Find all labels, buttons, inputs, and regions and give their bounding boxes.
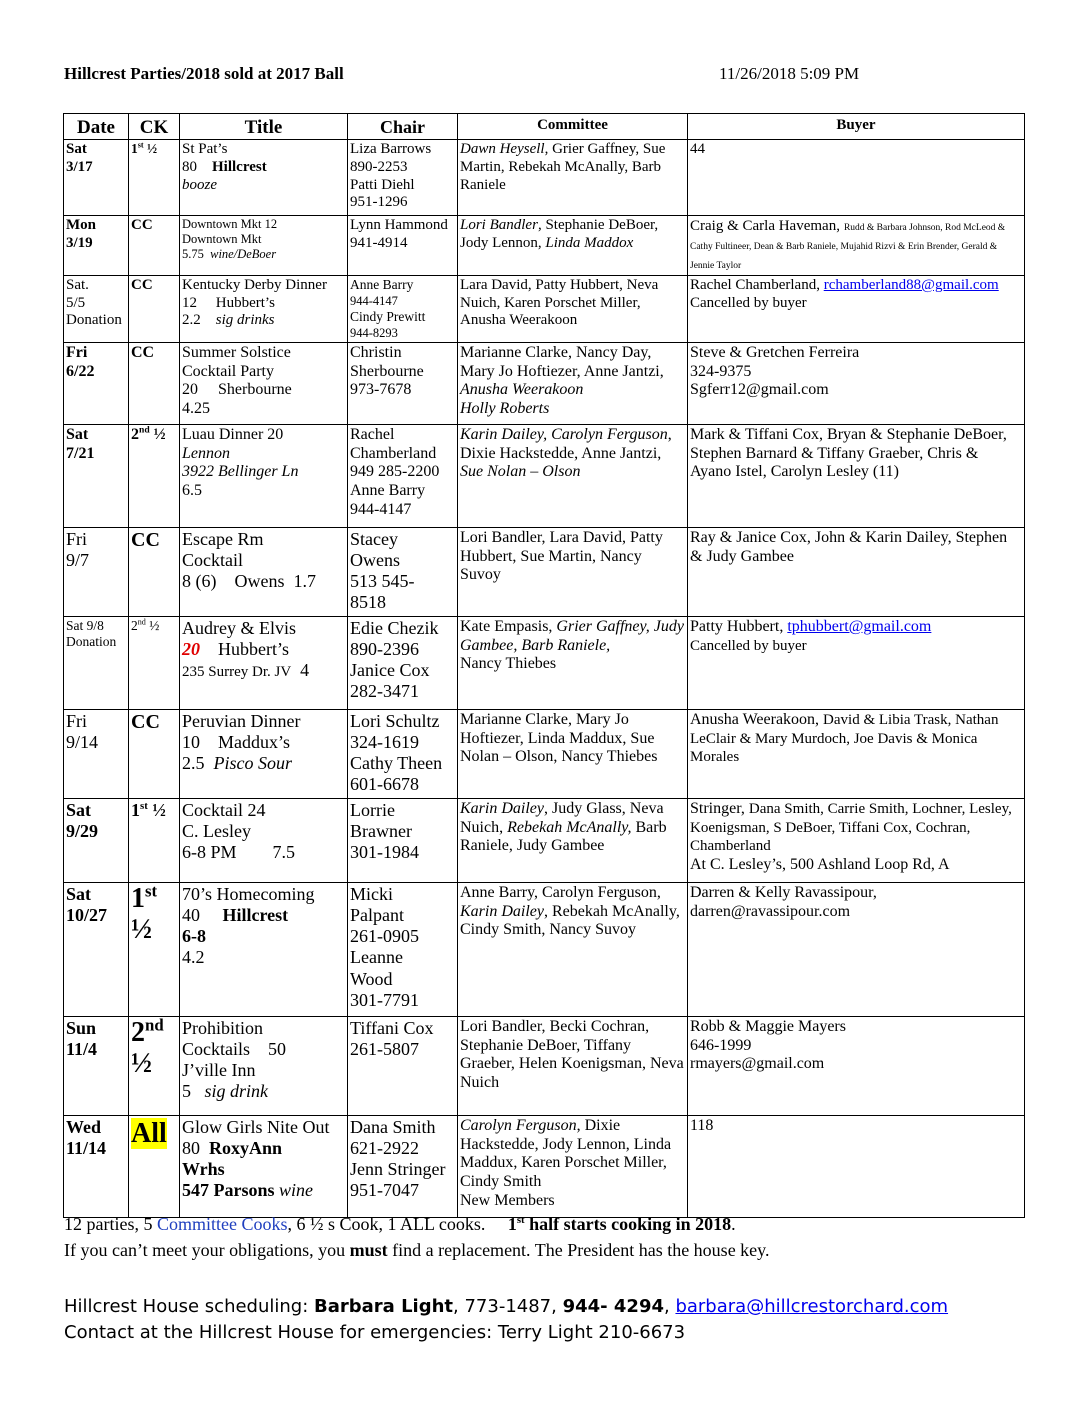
title-cell: Prohibition Cocktails 50 J’ville Inn 5 sig drink — [180, 1016, 348, 1115]
committee-cell: Kate Empasis, Grier Gaffney, Judy Gambee, Barb Raniele, Nancy Thiebes — [458, 616, 688, 709]
date-cell: Sat 7/21 — [64, 424, 129, 527]
title-cell: Escape Rm Cocktail 8 (6) Owens 1.7 — [180, 527, 348, 616]
committee-cell: Marianne Clarke, Nancy Day, Mary Jo Hoftiezer, Anne Jantzi, Anusha Weerakoon Holly Roberts — [458, 342, 688, 424]
title-cell: 70’s Homecoming 40 Hillcrest 6-8 4.2 — [180, 882, 348, 1016]
committee-cell: Karin Dailey, Carolyn Ferguson, Dixie Hackstedde, Anne Jantzi, Sue Nolan – Olson — [458, 424, 688, 527]
ck-cell — [129, 1115, 180, 1217]
column-header-committee: Committee — [458, 114, 688, 140]
date-cell: Mon 3/19 — [64, 216, 129, 276]
buyer-cell: Patty Hubbert, tphubbert@gmail.com Cancelled by buyer — [688, 616, 1025, 709]
chair-cell: Lorrie Brawner 301-1984 — [348, 798, 458, 882]
committee-cell: Lori Bandler, Becki Cochran, Stephanie DeBoer, Tiffany Graeber, Helen Koenigsman, Neva Nuich — [458, 1016, 688, 1115]
buyer-cell: Craig & Carla Haveman, Rudd & Barbara Johnson, Rod McLeod & Cathy Fultineer, Dean & Barb Raniele, Mujahid Rizvi & Erin Brender, Gerald & Jennie Taylor — [688, 216, 1025, 276]
buyer-cell: Darren & Kelly Ravassipour, darren@ravassipour.com — [688, 882, 1025, 1016]
title-cell: Luau Dinner 20 Lennon 3922 Bellinger Ln 6.5 — [180, 424, 348, 527]
committee-cooks-text: Committee Cooks — [156, 1214, 288, 1234]
chair-cell: Edie Chezik 890-2396 Janice Cox 282-3471 — [348, 616, 458, 709]
buyer-cell: 118 — [688, 1115, 1025, 1217]
print-datetime: 11/26/2018 5:09 PM — [719, 64, 860, 83]
date-cell: Sat. 5/5 Donation — [64, 276, 129, 343]
date-cell: Wed 11/14 — [64, 1115, 129, 1217]
committee-cell: Anne Barry, Carolyn Ferguson, Karin Dailey, Rebekah McAnally, Cindy Smith, Nancy Suvoy — [458, 882, 688, 1016]
title-cell: Downtown Mkt 12 Downtown Mkt 5.75 wine/DeBoer — [180, 216, 348, 276]
buyer-email-link[interactable]: tphubbert@gmail.com — [787, 617, 932, 635]
ck-cell: CC — [129, 216, 180, 276]
chair-cell: Anne Barry 944-4147 Cindy Prewitt 944-8293 — [348, 276, 458, 343]
emergency-contact: Contact at the Hillcrest House for emergencies: Terry Light 210-6673 — [64, 1322, 686, 1343]
ck-cell: 1st ½ — [129, 140, 180, 216]
title-cell: Kentucky Derby Dinner 12 Hubbert’s 2.2 sig drinks — [180, 276, 348, 343]
scheduling-email-link[interactable]: barbara@hillcrestorchard.com — [675, 1296, 949, 1317]
column-header-title: Title — [180, 114, 348, 140]
ck-cell: 2nd ½ — [129, 424, 180, 527]
table-row — [64, 342, 1025, 424]
ck-cell: 2nd ½ — [129, 616, 180, 709]
chair-cell: Micki Palpant 261-0905 Leanne Wood 301-7791 — [348, 882, 458, 1016]
committee-cell: Lori Bandler, Lara David, Patty Hubbert, Sue Martin, Nancy Suvoy — [458, 527, 688, 616]
chair-cell: Stacey Owens 513 545- 8518 — [348, 527, 458, 616]
obligations-note: If you can’t meet your obligations, you must find a replacement. The President has the house key. — [64, 1240, 770, 1260]
buyer-cell: Ray & Janice Cox, John & Karin Dailey, Stephen & Judy Gambee — [688, 527, 1025, 616]
chair-cell: Liza Barrows 890-2253 Patti Diehl 951-1296 — [348, 140, 458, 216]
date-cell: Fri 6/22 — [64, 342, 129, 424]
table-row — [64, 140, 1025, 216]
column-header-date: Date — [64, 114, 129, 140]
date-cell: Fri 9/14 — [64, 709, 129, 798]
ck-cell: 2nd ½ — [129, 1016, 180, 1115]
ck-cell: 1st ½ — [129, 798, 180, 882]
date-cell: Fri 9/7 — [64, 527, 129, 616]
date-cell: Sat 10/27 — [64, 882, 129, 1016]
date-cell: Sun 11/4 — [64, 1016, 129, 1115]
title-cell: Summer Solstice Cocktail Party 20 Sherbourne 4.25 — [180, 342, 348, 424]
title-cell: Audrey & Elvis 20 Hubbert’s 235 Surrey Dr. JV 4 — [180, 616, 348, 709]
buyer-cell: Mark & Tiffani Cox, Bryan & Stephanie DeBoer, Stephen Barnard & Tiffany Graeber, Chris & Ayano Istel, Carolyn Lesley (11) — [688, 424, 1025, 527]
table-row — [64, 616, 1025, 709]
all-cooks-badge: All — [131, 1117, 167, 1149]
table-row — [64, 527, 1025, 616]
title-cell: Glow Girls Nite Out 80 RoxyAnn Wrhs 547 Parsons wine — [180, 1115, 348, 1217]
ck-cell: 1st ½ — [129, 882, 180, 1016]
chair-cell: Lynn Hammond 941-4914 — [348, 216, 458, 276]
table-row — [64, 709, 1025, 798]
ck-cell: CC — [129, 709, 180, 798]
buyer-cell: Steve & Gretchen Ferreira 324-9375 Sgferr12@gmail.com — [688, 342, 1025, 424]
buyer-email-link[interactable]: rchamberland88@gmail.com — [823, 277, 999, 294]
page-title: Hillcrest Parties/2018 sold at 2017 Ball — [64, 64, 344, 83]
buyer-cell: Robb & Maggie Mayers 646-1999 rmayers@gmail.com — [688, 1016, 1025, 1115]
column-header-buyer: Buyer — [688, 114, 1025, 140]
ck-cell: CC — [129, 527, 180, 616]
summary-line: 12 parties, 5 Committee Cooks, 6 ½ s Cook, 1 ALL cooks. 1st half starts cooking in 2018. — [64, 1214, 736, 1234]
table-row — [64, 798, 1025, 882]
parties-table — [63, 113, 1025, 1218]
ck-cell: CC — [129, 342, 180, 424]
column-header-ck: CK — [129, 114, 180, 140]
table-row — [64, 882, 1025, 1016]
title-cell: Peruvian Dinner 10 Maddux’s 2.5 Pisco Sour — [180, 709, 348, 798]
date-cell: Sat 3/17 — [64, 140, 129, 216]
date-cell: Sat 9/29 — [64, 798, 129, 882]
buyer-cell: Rachel Chamberland, rchamberland88@gmail.com Cancelled by buyer — [688, 276, 1025, 343]
committee-cell: Lara David, Patty Hubbert, Neva Nuich, Karen Porschet Miller, Anusha Weerakoon — [458, 276, 688, 343]
committee-cell: Marianne Clarke, Mary Jo Hoftiezer, Linda Maddux, Sue Nolan – Olson, Nancy Thiebes — [458, 709, 688, 798]
title-cell: St Pat’s 80 Hillcrest booze — [180, 140, 348, 216]
title-cell: Cocktail 24 C. Lesley 6-8 PM 7.5 — [180, 798, 348, 882]
buyer-cell: Anusha Weerakoon, David & Libia Trask, Nathan LeClair & Mary Murdoch, Joe Davis & Monica Morales — [688, 709, 1025, 798]
committee-cell: Carolyn Ferguson, Dixie Hackstedde, Jody Lennon, Linda Maddux, Karen Porschet Miller, Cindy Smith New Members — [458, 1115, 688, 1217]
date-cell: Sat 9/8 Donation — [64, 616, 129, 709]
chair-cell: Lori Schultz 324-1619 Cathy Theen 601-6678 — [348, 709, 458, 798]
chair-cell: Tiffani Cox 261-5807 — [348, 1016, 458, 1115]
table-row — [64, 1115, 1025, 1217]
chair-cell: Dana Smith 621-2922 Jenn Stringer 951-7047 — [348, 1115, 458, 1217]
scheduling-contact: Hillcrest House scheduling: Barbara Light, 773-1487, 944- 4294, barbara@hillcrestorchard.com — [64, 1296, 949, 1317]
table-row — [64, 216, 1025, 276]
buyer-cell: Stringer, Dana Smith, Carrie Smith, Lochner, Lesley, Koenigsman, S DeBoer, Tiffani Cox, Cochran, Chamberland At C. Lesley’s, 500 Ashland Loop Rd, A — [688, 798, 1025, 882]
committee-cell: Karin Dailey, Judy Glass, Neva Nuich, Rebekah McAnally, Barb Raniele, Judy Gambee — [458, 798, 688, 882]
column-header-chair: Chair — [348, 114, 458, 140]
committee-cell: Lori Bandler, Stephanie DeBoer, Jody Lennon, Linda Maddox — [458, 216, 688, 276]
table-row — [64, 276, 1025, 343]
ck-cell: CC — [129, 276, 180, 343]
chair-cell: Christin Sherbourne 973-7678 — [348, 342, 458, 424]
table-row — [64, 1016, 1025, 1115]
committee-cell: Dawn Heysell, Grier Gaffney, Sue Martin, Rebekah McAnally, Barb Raniele — [458, 140, 688, 216]
chair-cell: Rachel Chamberland 949 285-2200 Anne Barry 944-4147 — [348, 424, 458, 527]
table-row — [64, 424, 1025, 527]
table-header-row — [64, 114, 1025, 140]
buyer-cell: 44 — [688, 140, 1025, 216]
